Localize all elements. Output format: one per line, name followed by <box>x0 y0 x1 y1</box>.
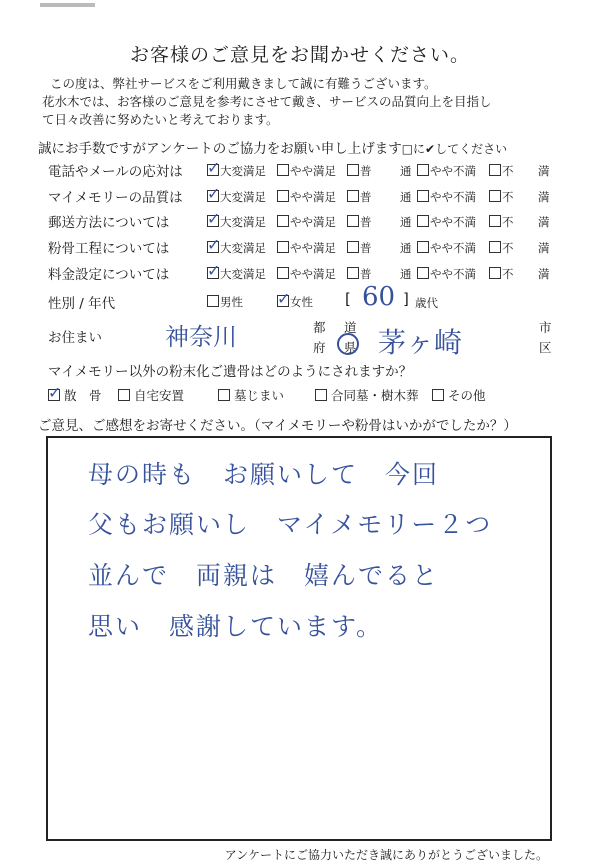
rating-option[interactable] <box>277 163 336 179</box>
remains-option[interactable] <box>315 386 419 404</box>
age-bracket-close: ] <box>403 290 409 308</box>
rating-option[interactable] <box>277 214 336 230</box>
rating-option-label: やや満足 <box>290 164 336 178</box>
remains-checkbox[interactable] <box>432 389 444 401</box>
rating-option-label: 不 <box>502 241 514 255</box>
city-value[interactable]: 茅ヶ崎 <box>378 326 463 359</box>
rating-option-label: やや満足 <box>290 190 336 204</box>
rating-checkbox[interactable] <box>417 190 429 202</box>
check-mark-icon: ✓ <box>207 209 221 228</box>
female-checkbox[interactable] <box>277 289 291 308</box>
footer-thanks: アンケートにご協力いただき誠にありがとうございました。 <box>224 848 548 862</box>
rating-option[interactable] <box>489 240 514 256</box>
remains-option-label: 散 骨 <box>64 388 102 403</box>
remains-option-label: 墓じまい <box>234 388 285 403</box>
rating-checkbox[interactable] <box>207 235 221 254</box>
rating-checkbox[interactable] <box>207 184 221 203</box>
remains-checkbox[interactable] <box>48 383 62 402</box>
rating-option <box>400 189 412 205</box>
rating-checkbox[interactable] <box>277 164 289 176</box>
rating-option <box>400 163 412 179</box>
rating-option-label: 通 <box>400 241 412 255</box>
lead-text <box>38 137 507 157</box>
rating-option-label: やや不満 <box>430 190 476 204</box>
male-label: 男性 <box>220 295 243 309</box>
rating-checkbox[interactable] <box>347 164 359 176</box>
rating-checkbox[interactable] <box>347 267 359 279</box>
rating-option-label: やや満足 <box>290 215 336 229</box>
rating-option[interactable] <box>347 163 372 179</box>
comment-line-3: 並んで 両親は 嬉んでると <box>88 561 440 590</box>
rating-question-5: 料金設定については <box>48 267 170 283</box>
rating-option-label: 満 <box>538 164 550 178</box>
rating-option-label: 満 <box>538 190 550 204</box>
rating-option[interactable] <box>489 163 514 179</box>
rating-option[interactable] <box>347 189 372 205</box>
rating-option-label: 通 <box>400 190 412 204</box>
gender-female-option[interactable] <box>277 289 313 310</box>
rating-option[interactable] <box>207 235 266 256</box>
rating-option <box>400 266 412 282</box>
age-suffix: 歳代 <box>415 296 438 310</box>
rating-option[interactable] <box>417 240 476 256</box>
rating-option <box>538 163 550 179</box>
remains-option-label: 自宅安置 <box>134 388 185 403</box>
prefecture-value[interactable]: 神奈川 <box>165 323 237 351</box>
rating-option-label: 通 <box>400 215 412 229</box>
rating-option[interactable] <box>207 209 266 230</box>
rating-option-label: 満 <box>538 267 550 281</box>
rating-option[interactable] <box>277 266 336 282</box>
rating-option[interactable] <box>277 189 336 205</box>
rating-checkbox[interactable] <box>207 261 221 280</box>
rating-checkbox[interactable] <box>489 190 501 202</box>
rating-option <box>538 189 550 205</box>
rating-checkbox[interactable] <box>207 158 221 177</box>
rating-option[interactable] <box>347 266 372 282</box>
rating-checkbox[interactable] <box>347 190 359 202</box>
rating-checkbox[interactable] <box>489 241 501 253</box>
rating-checkbox[interactable] <box>207 209 221 228</box>
rating-checkbox[interactable] <box>417 215 429 227</box>
rating-question-3: 郵送方法については <box>48 215 170 231</box>
rating-checkbox[interactable] <box>277 267 289 279</box>
dou-label: 道 <box>344 320 357 335</box>
rating-checkbox[interactable] <box>417 164 429 176</box>
lead-main: 誠にお手数ですがアンケートのご協力をお願い申し上げます <box>38 141 402 157</box>
rating-option[interactable] <box>347 240 372 256</box>
rating-option-label: やや不満 <box>430 164 476 178</box>
rating-checkbox[interactable] <box>277 241 289 253</box>
rating-question-2: マイメモリーの品質は <box>48 190 183 206</box>
rating-option[interactable] <box>207 158 266 179</box>
rating-option-label: 普 <box>360 190 372 204</box>
rating-option <box>538 266 550 282</box>
ku-label: 区 <box>539 340 552 355</box>
rating-option-label: 大変満足 <box>220 190 266 204</box>
rating-option[interactable] <box>489 266 514 282</box>
rating-option[interactable] <box>417 163 476 179</box>
comment-line-2: 父もお願いし マイメモリー２つ <box>88 510 493 539</box>
rating-question-1: 電話やメールの応対は <box>48 164 183 180</box>
rating-option[interactable] <box>207 184 266 205</box>
rating-option[interactable] <box>347 214 372 230</box>
remains-checkbox[interactable] <box>315 389 327 401</box>
rating-checkbox[interactable] <box>489 164 501 176</box>
rating-checkbox[interactable] <box>347 215 359 227</box>
remains-option[interactable] <box>118 386 184 404</box>
rating-option-label: 不 <box>502 164 514 178</box>
to-label: 都 <box>313 320 326 335</box>
rating-option <box>538 240 550 256</box>
rating-option <box>400 240 412 256</box>
remains-checkbox[interactable] <box>118 389 130 401</box>
rating-option-label: 不 <box>502 190 514 204</box>
female-label: 女性 <box>290 295 313 309</box>
rating-checkbox[interactable] <box>489 267 501 279</box>
remains-checkbox[interactable] <box>218 389 230 401</box>
comment-prompt: ご意見、ご感想をお寄せください。（マイメモリーや粉骨はいかがでしたか？） <box>38 418 517 434</box>
rating-option-label: 普 <box>360 164 372 178</box>
male-checkbox[interactable] <box>207 295 219 307</box>
rating-option-label: やや満足 <box>290 241 336 255</box>
intro-line-1: この度は、弊社サービスをご利用戴きまして誠に有難うございます。 <box>50 76 437 91</box>
rating-option[interactable] <box>417 214 476 230</box>
rating-option-label: やや満足 <box>290 267 336 281</box>
rating-checkbox[interactable] <box>277 190 289 202</box>
rating-option-label: やや不満 <box>430 267 476 281</box>
rating-option-label: 満 <box>538 241 550 255</box>
shi-label: 市 <box>539 320 552 335</box>
rating-option[interactable] <box>417 266 476 282</box>
rating-option-label: 満 <box>538 215 550 229</box>
rating-option-label: 普 <box>360 241 372 255</box>
intro-line-2: 花水木では、お客様のご意見を参考にさせて戴き、サービスの品質向上を目指し <box>42 94 492 109</box>
address-label: お住まい <box>48 330 102 346</box>
remains-option-label: その他 <box>448 388 486 403</box>
remains-option[interactable] <box>218 386 284 404</box>
rating-option-label: 普 <box>360 267 372 281</box>
remains-question: マイメモリー以外の粉末化ご遺骨はどのようにされますか？ <box>48 364 413 380</box>
stamp-mark <box>40 3 95 7</box>
rating-checkbox[interactable] <box>489 215 501 227</box>
remains-option[interactable] <box>48 383 102 404</box>
ken-circle-mark <box>337 333 359 355</box>
rating-option-label: 普 <box>360 215 372 229</box>
page-title: お客様のご意見をお聞かせください。 <box>129 44 470 66</box>
rating-option-label: 大変満足 <box>220 164 266 178</box>
remains-option-label: 合同墓・樹木葬 <box>331 388 419 403</box>
rating-checkbox[interactable] <box>417 267 429 279</box>
check-mark-icon: ✓ <box>48 383 62 402</box>
ken-label: 県 <box>344 340 357 355</box>
age-bracket-open: [ <box>345 290 351 308</box>
intro-line-3: て日々改善に努めたいと考えております。 <box>42 112 279 127</box>
rating-option-label: 通 <box>400 267 412 281</box>
rating-option[interactable] <box>489 214 514 230</box>
rating-option[interactable] <box>277 240 336 256</box>
rating-option[interactable] <box>417 189 476 205</box>
rating-option <box>400 214 412 230</box>
fu-label: 府 <box>313 340 326 355</box>
rating-option-label: やや不満 <box>430 241 476 255</box>
rating-option-label: 大変満足 <box>220 241 266 255</box>
rating-option[interactable] <box>489 189 514 205</box>
rating-option-label: 不 <box>502 267 514 281</box>
rating-checkbox[interactable] <box>417 241 429 253</box>
rating-option-label: 通 <box>400 164 412 178</box>
rating-option-label: やや不満 <box>430 215 476 229</box>
rating-checkbox[interactable] <box>347 241 359 253</box>
rating-option-label: 大変満足 <box>220 215 266 229</box>
comment-line-4: 思い 感謝しています。 <box>88 612 384 641</box>
remains-option[interactable] <box>432 386 486 404</box>
gender-male-option[interactable] <box>207 294 243 310</box>
check-mark-icon: ✓ <box>207 235 221 254</box>
rating-checkbox[interactable] <box>277 215 289 227</box>
check-mark-icon: ✓ <box>207 158 221 177</box>
rating-option-label: 大変満足 <box>220 267 266 281</box>
check-mark-icon: ✓ <box>207 184 221 203</box>
check-hint: □に✔してください <box>401 142 508 156</box>
rating-option-label: 不 <box>502 215 514 229</box>
rating-question-4: 粉骨工程については <box>48 241 170 257</box>
rating-option[interactable] <box>207 261 266 282</box>
check-mark-icon: ✓ <box>277 289 291 308</box>
check-mark-icon: ✓ <box>207 261 221 280</box>
gender-age-label: 性別 / 年代 <box>48 296 116 312</box>
comment-line-1: 母の時も お願いして 今回 <box>88 460 440 489</box>
rating-option <box>538 214 550 230</box>
age-value[interactable]: 60 <box>362 282 396 312</box>
